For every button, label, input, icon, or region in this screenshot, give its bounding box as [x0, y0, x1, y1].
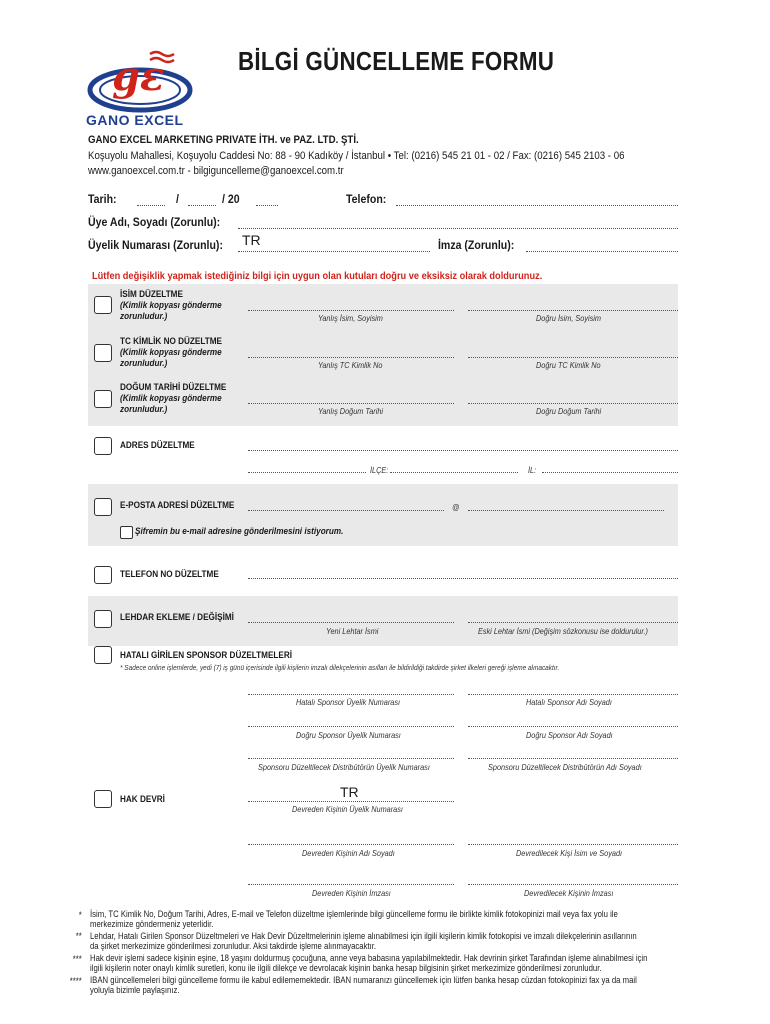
right-sponsor-name-field[interactable] [468, 726, 678, 727]
distributor-name-caption: Sponsoru Düzeltilecek Distribütörün Adı Soyadı [488, 762, 642, 772]
date-month-field[interactable] [188, 205, 216, 206]
sponsor-fix-checkbox[interactable] [94, 646, 112, 664]
email-fix-checkbox[interactable] [94, 498, 112, 516]
wrong-sponsor-name-caption: Hatalı Sponsor Adı Soyadı [526, 697, 612, 707]
date-label: Tarih: [88, 192, 117, 206]
heir-label: LEHDAR EKLEME / DEĞİŞİMİ [120, 612, 234, 623]
transfer-label: HAK DEVRİ [120, 794, 165, 805]
name-fix-note1: (Kimlik kopyası gönderme [120, 300, 222, 311]
footnote-mark: *** [72, 954, 82, 964]
city-label: İL: [528, 465, 537, 475]
footnote-text: Hak devir işlemi sadece kişinin eşine, 18 yaşını doldurmuş çocuğuna, anne veya babasına yapılabilmektedir. Hak devrinin şirket Tarafından işleme alınabilmesi için [90, 953, 648, 963]
right-name-caption: Doğru İsim, Soyisim [536, 313, 601, 323]
distributor-no-field[interactable] [248, 758, 454, 759]
transferee-signature-field[interactable] [468, 884, 678, 885]
right-tc-caption: Doğru TC Kimlik No [536, 360, 601, 370]
transferor-name-field[interactable] [248, 844, 454, 845]
instruction-text: Lütfen değişiklik yapmak istediğiniz bilgi için uygun olan kutuları doğru ve eksiksiz olarak doldurunuz. [92, 270, 543, 282]
signature-label: İmza (Zorunlu): [438, 238, 515, 252]
footnote-text: yoluyla bizimle paylaşınız. [90, 985, 180, 995]
right-sponsor-no-field[interactable] [248, 726, 454, 727]
wrong-sponsor-no-caption: Hatalı Sponsor Üyelik Numarası [296, 697, 401, 707]
address-fix-checkbox[interactable] [94, 437, 112, 455]
footnote-text: Lehdar, Hatalı Girilen Sponsor Düzeltmeleri ve Hak Devir Düzeltmelerinin işleme alınabilmesi için ilgili kişilerin kimlik fotokopisi ve imzalı dilekçelerinin asıllarının [90, 931, 637, 941]
right-birth-field[interactable] [468, 403, 678, 404]
footnote-text: IBAN güncellemeleri bilgi güncelleme formu ile kabul edilememektedir. IBAN numaranızı güncellemek için lütfen banka hesap cüzdan fotokopinizi fax ya da mail [90, 975, 637, 985]
signature-field[interactable] [526, 251, 678, 252]
birth-fix-note1: (Kimlik kopyası gönderme [120, 393, 222, 404]
company-name: GANO EXCEL MARKETING PRIVATE İTH. ve PAZ. LTD. ŞTİ. [88, 134, 359, 146]
transferee-signature-caption: Devredilecek Kişinin İmzası [524, 888, 614, 898]
transferor-name-caption: Devreden Kişinin Adı Soyadı [302, 848, 395, 858]
district-label: İLÇE: [370, 465, 389, 475]
company-web: www.ganoexcel.com.tr - bilgiguncelleme@ganoexcel.com.tr [88, 165, 344, 177]
wrong-name-field[interactable] [248, 310, 454, 311]
birth-fix-label: DOĞUM TARİHİ DÜZELTME [120, 382, 227, 393]
new-heir-field[interactable] [248, 622, 454, 623]
address-fix-label: ADRES DÜZELTME [120, 440, 195, 451]
wrong-name-caption: Yanlış İsim, Soyisim [318, 313, 383, 323]
form-title: BİLGİ GÜNCELLEME FORMU [238, 46, 555, 76]
wrong-birth-field[interactable] [248, 403, 454, 404]
district-field[interactable] [390, 472, 518, 473]
tc-fix-note1: (Kimlik kopyası gönderme [120, 347, 222, 358]
right-tc-field[interactable] [468, 357, 678, 358]
footnote-mark: * [78, 910, 82, 920]
phone-fix-label: TELEFON NO DÜZELTME [120, 569, 219, 580]
address-extra-field[interactable] [248, 472, 366, 473]
tc-fix-note2: zorunludur.) [120, 358, 168, 369]
address-field[interactable] [248, 450, 678, 451]
footnote-text: merkezimize göndermeniz yeterlidir. [90, 919, 214, 929]
phone-label: Telefon: [346, 192, 387, 206]
old-heir-field[interactable] [468, 622, 678, 623]
footnote-mark: ** [75, 931, 82, 941]
wrong-sponsor-no-field[interactable] [248, 694, 454, 695]
password-email-label: Şifremin bu e-mail adresine gönderilmesini istiyorum. [135, 526, 344, 537]
transfer-checkbox[interactable] [94, 790, 112, 808]
password-email-checkbox[interactable] [120, 526, 133, 539]
footnote-text: ilgili kişilerin noter onaylı kimlik suretleri, konu ile ilgili dilekçe ve devrolacak kişinin banka hesap bilgisinin şirket merkezimize gönderilmesi zorunludur. [90, 963, 602, 973]
member-no-label: Üyelik Numarası (Zorunlu): [88, 238, 223, 252]
wrong-tc-caption: Yanlış TC Kimlik No [318, 360, 383, 370]
name-fix-note2: zorunludur.) [120, 311, 168, 322]
distributor-name-field[interactable] [468, 758, 678, 759]
right-birth-caption: Doğru Doğum Tarihi [536, 406, 602, 416]
transferor-no-field[interactable] [248, 801, 454, 802]
member-name-field[interactable] [238, 228, 678, 229]
sponsor-fix-label: HATALI GİRİLEN SPONSOR DÜZELTMELERİ [120, 650, 293, 661]
date-year-field[interactable] [256, 205, 278, 206]
email-user-field[interactable] [248, 510, 444, 511]
transferor-signature-caption: Devreden Kişinin İmzası [312, 888, 391, 898]
member-no-prefix: TR [242, 232, 261, 248]
phone-field[interactable] [396, 205, 678, 206]
sponsor-fix-note: * Sadece online işlemlerde, yedi (7) iş günü içerisinde ilgili kişilerin imzalı dilekçelerinin asılları ile bildirildiği takdirde şirket ilkeleri gereği işleme alınacaktır. [120, 663, 560, 672]
transferor-signature-field[interactable] [248, 884, 454, 885]
company-address: Koşuyolu Mahallesi, Koşuyolu Caddesi No: 88 - 90 Kadıköy / İstanbul • Tel: (0216) 545 21 01 - 02 / Fax: (0216) 545 2103 - 06 [88, 150, 625, 162]
transferee-name-field[interactable] [468, 844, 678, 845]
transferee-name-caption: Devredilecek Kişi İsim ve Soyadı [516, 848, 623, 858]
wrong-birth-caption: Yanlış Doğum Tarihi [318, 406, 384, 416]
heir-checkbox[interactable] [94, 610, 112, 628]
logo-text: GANO EXCEL [86, 112, 184, 128]
old-heir-caption: Eski Lehtar İsmi (Değişim sözkonusu ise doldurulur.) [478, 626, 648, 636]
date-year-prefix: / 20 [222, 192, 240, 206]
birth-fix-checkbox[interactable] [94, 390, 112, 408]
email-fix-label: E-POSTA ADRESİ DÜZELTME [120, 500, 235, 511]
transferor-no-caption: Devreden Kişinin Üyelik Numarası [292, 804, 403, 814]
right-name-field[interactable] [468, 310, 678, 311]
new-heir-caption: Yeni Lehtar İsmi [326, 626, 379, 636]
tc-fix-label: TC KİMLİK NO DÜZELTME [120, 336, 222, 347]
date-day-field[interactable] [137, 205, 165, 206]
footnote-text: da şirket merkezimize gönderilmesi zorunludur. Aksi takdirde işleme alınmayacaktır. [90, 941, 377, 951]
transfer-tr-prefix: TR [340, 784, 359, 800]
distributor-no-caption: Sponsoru Düzeltilecek Distribütörün Üyelik Numarası [258, 762, 430, 772]
date-separator: / [176, 192, 179, 206]
member-no-field[interactable] [238, 251, 430, 252]
member-name-label: Üye Adı, Soyadı (Zorunlu): [88, 215, 221, 229]
name-fix-label: İSİM DÜZELTME [120, 289, 183, 300]
phone-fix-field[interactable] [248, 578, 678, 579]
wrong-sponsor-name-field[interactable] [468, 694, 678, 695]
footnote-mark: **** [69, 976, 82, 986]
birth-fix-note2: zorunludur.) [120, 404, 168, 415]
right-sponsor-no-caption: Doğru Sponsor Üyelik Numarası [296, 730, 401, 740]
wrong-tc-field[interactable] [248, 357, 454, 358]
tc-fix-checkbox[interactable] [94, 344, 112, 362]
city-field[interactable] [542, 472, 678, 473]
email-at-sign: @ [452, 502, 460, 512]
phone-fix-checkbox[interactable] [94, 566, 112, 584]
right-sponsor-name-caption: Doğru Sponsor Adı Soyadı [526, 730, 613, 740]
svg-text:gε: gε [112, 53, 165, 100]
email-domain-field[interactable] [468, 510, 664, 511]
name-fix-checkbox[interactable] [94, 296, 112, 314]
footnote-text: İsim, TC Kimlik No, Doğum Tarihi, Adres, E-mail ve Telefon düzeltme işlemlerinde bilgi güncelleme formu ile birlikte kimlik fotokopinizi mail veya fax yolu ile [90, 909, 618, 919]
